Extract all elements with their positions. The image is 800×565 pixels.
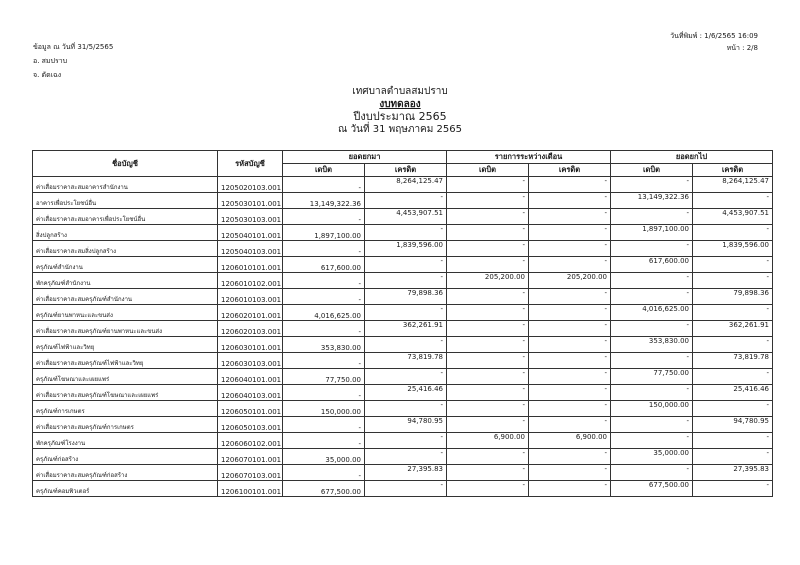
cf-credit: 25,416.46	[693, 385, 773, 401]
cf-credit: 94,780.95	[693, 417, 773, 433]
account-name: ครุภัณฑ์คอมพิวเตอร์	[33, 481, 218, 497]
mv-credit: -	[529, 465, 611, 481]
bf-credit: 94,780.95	[365, 417, 447, 433]
bf-credit: -	[365, 449, 447, 465]
table-row	[33, 193, 773, 209]
bf-credit: 362,261.91	[365, 321, 447, 337]
table-row	[33, 353, 773, 369]
cf-debit: -	[611, 465, 693, 481]
cf-debit: 353,830.00	[611, 337, 693, 353]
mv-credit: -	[529, 417, 611, 433]
mv-debit: -	[447, 193, 529, 209]
table-row	[33, 337, 773, 353]
account-code: 1206070101.001	[218, 449, 283, 465]
district: อ. สมปราบ	[33, 57, 68, 65]
bf-debit: 150,000.00	[283, 401, 365, 417]
bf-credit: -	[365, 257, 447, 273]
account-name: ครุภัณฑ์ก่อสร้าง	[33, 449, 218, 465]
cf-credit: 27,395.83	[693, 465, 773, 481]
col-bf-credit: เครดิต	[365, 164, 447, 177]
org-title: เทศบาลตำบลสมปราบ	[352, 86, 448, 97]
province: จ. ตัดเฉง	[33, 71, 62, 79]
account-name: ค่าเสื่อมราคาสะสมอาคารสำนักงาน	[33, 177, 218, 193]
cf-credit: -	[693, 433, 773, 449]
cf-credit: 362,261.91	[693, 321, 773, 337]
bf-credit: -	[365, 273, 447, 289]
table-row	[33, 433, 773, 449]
mv-debit: -	[447, 353, 529, 369]
mv-credit: -	[529, 241, 611, 257]
mv-debit: -	[447, 385, 529, 401]
table-row	[33, 369, 773, 385]
mv-debit: -	[447, 337, 529, 353]
col-movement: รายการระหว่างเดือน	[447, 151, 611, 164]
account-code: 1206030103.001	[218, 353, 283, 369]
cf-credit: -	[693, 257, 773, 273]
bf-credit: -	[365, 401, 447, 417]
mv-credit: -	[529, 289, 611, 305]
bf-debit: -	[283, 209, 365, 225]
mv-credit: -	[529, 257, 611, 273]
as-of-date: ณ วันที่ 31 พฤษภาคม 2565	[338, 123, 462, 135]
bf-debit: -	[283, 273, 365, 289]
account-name: ครุภัณฑ์โฆษณาและเผยแพร่	[33, 369, 218, 385]
mv-credit: -	[529, 193, 611, 209]
bf-credit: -	[365, 337, 447, 353]
account-code: 1205020103.001	[218, 177, 283, 193]
account-code: 1205030103.001	[218, 209, 283, 225]
account-name: ค่าเสื่อมราคาสะสมครุภัณฑ์สำนักงาน	[33, 289, 218, 305]
mv-credit: -	[529, 209, 611, 225]
mv-debit: -	[447, 369, 529, 385]
cf-debit: 4,016,625.00	[611, 305, 693, 321]
mv-credit: -	[529, 449, 611, 465]
cf-credit: -	[693, 273, 773, 289]
bf-debit: 35,000.00	[283, 449, 365, 465]
cf-debit: -	[611, 353, 693, 369]
trial-balance-table	[32, 150, 773, 497]
account-name: ค่าเสื่อมราคาสะสมครุภัณฑ์ยานพาหนะและขนส่ง	[33, 321, 218, 337]
col-cf-debit: เดบิต	[611, 164, 693, 177]
mv-debit: -	[447, 465, 529, 481]
table-row	[33, 257, 773, 273]
account-name: ค่าเสื่อมราคาสะสมครุภัณฑ์โฆษณาและเผยแพร่	[33, 385, 218, 401]
bf-credit: 27,395.83	[365, 465, 447, 481]
cf-credit: -	[693, 193, 773, 209]
table-row	[33, 289, 773, 305]
bf-credit: -	[365, 369, 447, 385]
bf-debit: 617,600.00	[283, 257, 365, 273]
mv-credit: 205,200.00	[529, 273, 611, 289]
account-name: ครุภัณฑ์สำนักงาน	[33, 257, 218, 273]
account-code: 1206020103.001	[218, 321, 283, 337]
account-code: 1206010102.001	[218, 273, 283, 289]
col-account-code: รหัสบัญชี	[218, 151, 283, 177]
mv-debit: -	[447, 305, 529, 321]
cf-credit: 73,819.78	[693, 353, 773, 369]
mv-credit: -	[529, 225, 611, 241]
account-name: ครุภัณฑ์ไฟฟ้าและวิทยุ	[33, 337, 218, 353]
account-code: 1206060102.001	[218, 433, 283, 449]
cf-debit: 150,000.00	[611, 401, 693, 417]
col-mv-debit: เดบิต	[447, 164, 529, 177]
account-name: อาคารเพื่อประโยชน์อื่น	[33, 193, 218, 209]
account-name: ครุภัณฑ์การเกษตร	[33, 401, 218, 417]
bf-debit: -	[283, 433, 365, 449]
cf-debit: -	[611, 273, 693, 289]
cf-debit: 77,750.00	[611, 369, 693, 385]
mv-debit: 205,200.00	[447, 273, 529, 289]
cf-debit: 35,000.00	[611, 449, 693, 465]
ledger-body	[33, 177, 773, 497]
table-row	[33, 209, 773, 225]
cf-debit: -	[611, 321, 693, 337]
col-mv-credit: เครดิต	[529, 164, 611, 177]
account-name: ค่าเสื่อมราคาสะสมครุภัณฑ์ไฟฟ้าและวิทยุ	[33, 353, 218, 369]
bf-debit: 677,500.00	[283, 481, 365, 497]
table-row	[33, 273, 773, 289]
mv-debit: -	[447, 225, 529, 241]
account-name: ค่าเสื่อมราคาสะสมครุภัณฑ์ก่อสร้าง	[33, 465, 218, 481]
cf-debit: -	[611, 241, 693, 257]
account-code: 1206100101.001	[218, 481, 283, 497]
table-row	[33, 305, 773, 321]
bf-credit: 1,839,596.00	[365, 241, 447, 257]
report-titles	[0, 86, 800, 136]
report-meta-right	[670, 30, 758, 54]
table-row	[33, 401, 773, 417]
mv-debit: -	[447, 209, 529, 225]
cf-debit: 13,149,322.36	[611, 193, 693, 209]
account-code: 1206040101.001	[218, 369, 283, 385]
mv-credit: -	[529, 385, 611, 401]
bf-credit: 79,898.36	[365, 289, 447, 305]
cf-debit: -	[611, 417, 693, 433]
mv-debit: -	[447, 289, 529, 305]
mv-debit: -	[447, 257, 529, 273]
bf-debit: 4,016,625.00	[283, 305, 365, 321]
col-carried-forward: ยอดยกไป	[611, 151, 773, 164]
cf-debit: -	[611, 177, 693, 193]
cf-debit: -	[611, 289, 693, 305]
table-row	[33, 417, 773, 433]
mv-debit: -	[447, 449, 529, 465]
mv-debit: -	[447, 241, 529, 257]
mv-debit: -	[447, 481, 529, 497]
col-account-name: ชื่อบัญชี	[33, 151, 218, 177]
bf-debit: -	[283, 289, 365, 305]
account-code: 1206050101.001	[218, 401, 283, 417]
table-row	[33, 449, 773, 465]
page-number: หน้า : 2/8	[726, 44, 758, 52]
mv-debit: -	[447, 417, 529, 433]
mv-credit: -	[529, 337, 611, 353]
account-code: 1205040101.001	[218, 225, 283, 241]
mv-credit: -	[529, 369, 611, 385]
mv-credit: 6,900.00	[529, 433, 611, 449]
account-code: 1205030101.001	[218, 193, 283, 209]
account-code: 1206040103.001	[218, 385, 283, 401]
account-name: ค่าเสื่อมราคาสะสมสิ่งปลูกสร้าง	[33, 241, 218, 257]
mv-credit: -	[529, 305, 611, 321]
bf-debit: 353,830.00	[283, 337, 365, 353]
account-code: 1206050103.001	[218, 417, 283, 433]
bf-debit: -	[283, 385, 365, 401]
cf-credit: -	[693, 401, 773, 417]
col-brought-forward: ยอดยกมา	[283, 151, 447, 164]
cf-credit: -	[693, 449, 773, 465]
mv-credit: -	[529, 481, 611, 497]
cf-debit: 617,600.00	[611, 257, 693, 273]
table-row	[33, 321, 773, 337]
report-title: งบทดลอง	[379, 98, 421, 110]
account-name: พักครุภัณฑ์สำนักงาน	[33, 273, 218, 289]
table-row	[33, 465, 773, 481]
account-code: 1206010103.001	[218, 289, 283, 305]
bf-credit: -	[365, 225, 447, 241]
table-row	[33, 177, 773, 193]
bf-credit: 4,453,907.51	[365, 209, 447, 225]
table-row	[33, 385, 773, 401]
bf-debit: 13,149,322.36	[283, 193, 365, 209]
account-code: 1205040103.001	[218, 241, 283, 257]
cf-credit: 79,898.36	[693, 289, 773, 305]
table-row	[33, 481, 773, 497]
bf-debit: -	[283, 241, 365, 257]
mv-credit: -	[529, 177, 611, 193]
cf-credit: -	[693, 481, 773, 497]
cf-credit: -	[693, 369, 773, 385]
account-code: 1206070103.001	[218, 465, 283, 481]
print-date: วันที่พิมพ์ : 1/6/2565 16:09	[670, 32, 758, 40]
data-date: ข้อมูล ณ วันที่ 31/5/2565	[33, 43, 114, 51]
mv-credit: -	[529, 321, 611, 337]
bf-credit: -	[365, 193, 447, 209]
bf-credit: 8,264,125.47	[365, 177, 447, 193]
bf-debit: 77,750.00	[283, 369, 365, 385]
cf-debit: -	[611, 209, 693, 225]
account-name: ครุภัณฑ์ยานพาหนะและขนส่ง	[33, 305, 218, 321]
mv-debit: -	[447, 401, 529, 417]
account-code: 1206020101.001	[218, 305, 283, 321]
cf-debit: 1,897,100.00	[611, 225, 693, 241]
mv-credit: -	[529, 353, 611, 369]
cf-credit: -	[693, 305, 773, 321]
cf-debit: -	[611, 433, 693, 449]
report-meta-left	[33, 40, 113, 82]
bf-debit: -	[283, 465, 365, 481]
mv-credit: -	[529, 401, 611, 417]
account-name: ค่าเสื่อมราคาสะสมอาคารเพื่อประโยชน์อื่น	[33, 209, 218, 225]
bf-credit: -	[365, 305, 447, 321]
bf-credit: -	[365, 433, 447, 449]
bf-credit: -	[365, 481, 447, 497]
bf-debit: -	[283, 177, 365, 193]
cf-debit: 677,500.00	[611, 481, 693, 497]
table-row	[33, 225, 773, 241]
mv-debit: -	[447, 321, 529, 337]
col-bf-debit: เดบิต	[283, 164, 365, 177]
bf-debit: -	[283, 353, 365, 369]
account-code: 1206010101.001	[218, 257, 283, 273]
account-name: ค่าเสื่อมราคาสะสมครุภัณฑ์การเกษตร	[33, 417, 218, 433]
cf-credit: 4,453,907.51	[693, 209, 773, 225]
cf-credit: 1,839,596.00	[693, 241, 773, 257]
fiscal-year: ปีงบประมาณ 2565	[353, 110, 447, 123]
bf-credit: 25,416.46	[365, 385, 447, 401]
account-name: สิ่งปลูกสร้าง	[33, 225, 218, 241]
mv-debit: 6,900.00	[447, 433, 529, 449]
col-cf-credit: เครดิต	[693, 164, 773, 177]
table-row	[33, 241, 773, 257]
cf-credit: 8,264,125.47	[693, 177, 773, 193]
cf-credit: -	[693, 337, 773, 353]
cf-credit: -	[693, 225, 773, 241]
account-name: พักครุภัณฑ์โรงงาน	[33, 433, 218, 449]
bf-debit: 1,897,100.00	[283, 225, 365, 241]
cf-debit: -	[611, 385, 693, 401]
account-code: 1206030101.001	[218, 337, 283, 353]
bf-debit: -	[283, 417, 365, 433]
mv-debit: -	[447, 177, 529, 193]
bf-credit: 73,819.78	[365, 353, 447, 369]
bf-debit: -	[283, 321, 365, 337]
